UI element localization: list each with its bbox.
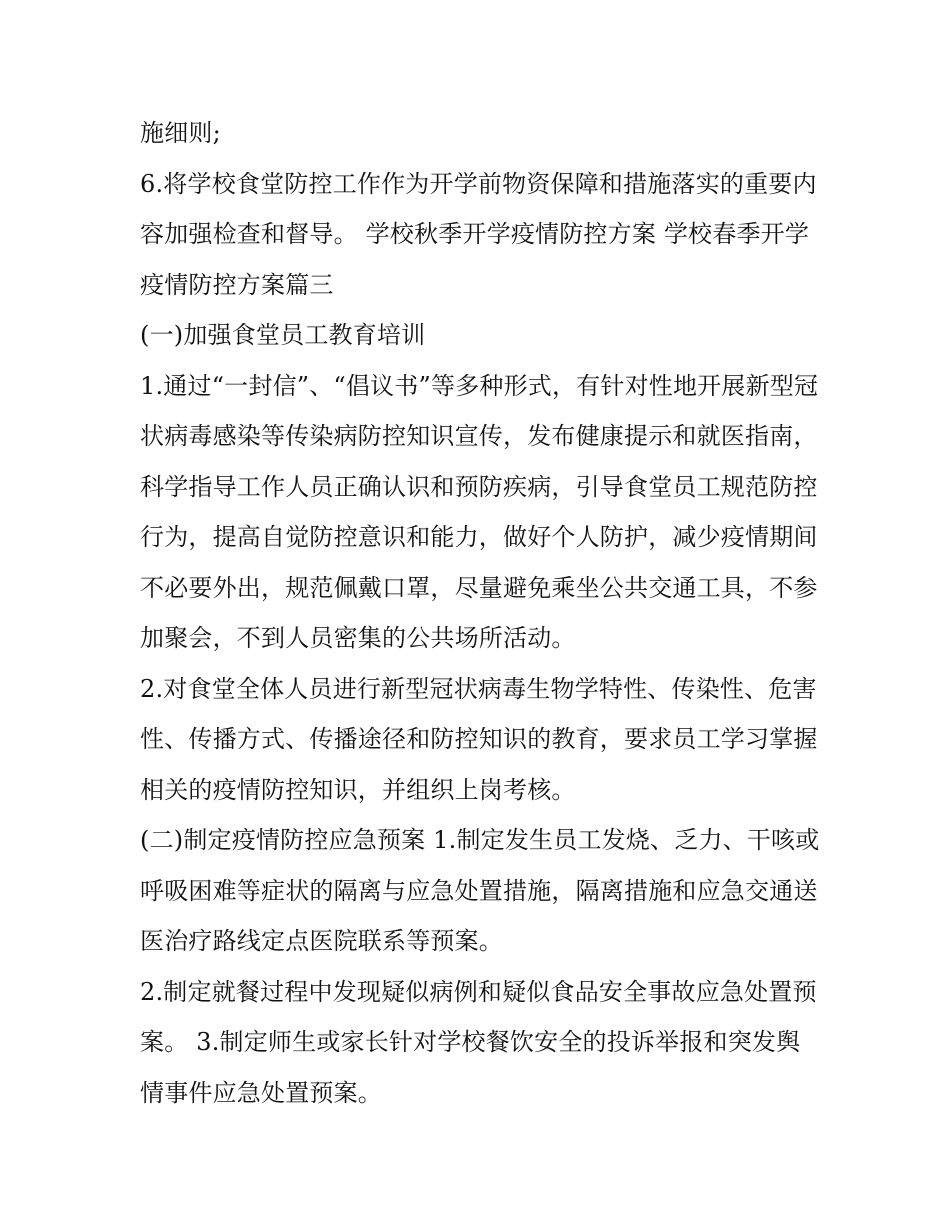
paragraph-implementation-rules: 施细则; bbox=[140, 119, 221, 147]
paragraph-item-6: 6.将学校食堂防控工作作为开学前物资保障和措施落实的重要内容加强检查和督导。 学校秋季开学疫情防控方案 学校春季开学疫情防控方案篇三 bbox=[140, 169, 817, 299]
paragraph-training-1: 1.通过“一封信”、“倡议书”等多种形式，有针对性地开展新型冠状病毒感染等传染病防控知识宣传，发布健康提示和就医指南，科学指导工作人员正确认识和预防疾病，引导食堂员工规范防控行为，提高自觉防控意识和能力，做好个人防护，减少疫情期间不必要外出，规范佩戴口罩，尽量避免乘坐公共交通工具，不参加聚会，不到人员密集的公共场所活动。 bbox=[140, 371, 819, 652]
paragraph-training-2: 2.对食堂全体人员进行新型冠状病毒生物学特性、传染性、危害性、传播方式、传播途径和防控知识的教育，要求员工学习掌握相关的疫情防控知识，并组织上岗考核。 bbox=[140, 674, 818, 804]
paragraph-plan-2-3: 2.制定就餐过程中发现疑似病例和疑似食品安全事故应急处置预案。 3.制定师生或家长针对学校餐饮安全的投诉举报和突发舆情事件应急处置预案。 bbox=[140, 977, 817, 1107]
section-heading-1: (一)加强食堂员工教育培训 bbox=[140, 321, 426, 349]
document-body bbox=[140, 108, 820, 1118]
section-heading-2: (二)制定疫情防控应急预案 1.制定发生员工发烧、乏力、干咳或呼吸困难等症状的隔离与应急处置措施，隔离措施和应急交通送医治疗路线定点医院联系等预案。 bbox=[140, 826, 820, 955]
